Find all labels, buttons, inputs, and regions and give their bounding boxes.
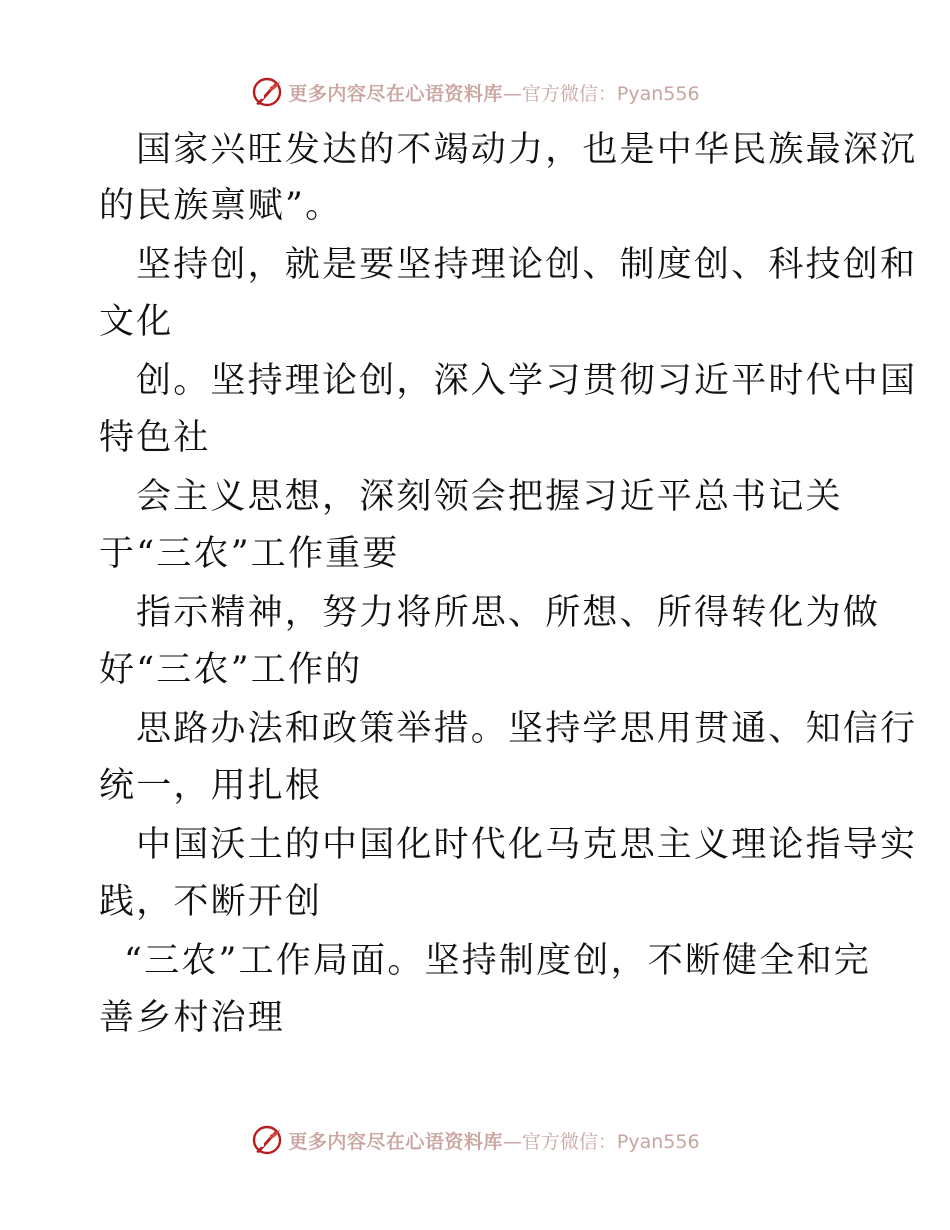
header-wechat-text: —官方微信：Pyan556 [502,82,700,105]
quill-pen-logo-icon [250,1123,284,1157]
header-banner [0,72,950,112]
text-line: 的民族禀赋”。 [99,186,343,226]
text-line: 践，不断开创 [99,882,323,922]
text-line: 国家兴旺发达的不竭动力，也是中华民族最深沉 [136,130,918,170]
text-line: “三农”工作局面。坚持制度创，不断健全和完 [124,941,871,981]
footer-site-text: 更多内容尽在心语资料库 [288,1130,503,1153]
text-line: 统一，用扎根 [99,766,323,806]
text-line: 会主义思想，深刻领会把握习近平总书记关 [136,477,843,517]
footer-banner [0,1120,950,1160]
text-line: 中国沃土的中国化时代化马克思主义理论指导实 [136,825,918,865]
text-line: 特色社 [99,418,211,458]
text-line: 于“三农”工作重要 [99,534,400,574]
footer-wechat-text: —官方微信：Pyan556 [502,1130,700,1153]
header-site-text: 更多内容尽在心语资料库 [288,82,503,105]
text-line: 思路办法和政策举措。坚持学思用贯通、知信行 [136,709,918,749]
quill-pen-logo-icon [250,75,284,109]
text-line: 坚持创，就是要坚持理论创、制度创、科技创和 [136,245,918,285]
text-line: 文化 [99,302,174,342]
text-line: 善乡村治理 [99,998,286,1038]
text-line: 指示精神，努力将所思、所想、所得转化为做 [136,593,881,633]
text-line: 创。坚持理论创，深入学习贯彻习近平时代中国 [136,361,918,401]
text-line: 好“三农”工作的 [99,650,363,690]
